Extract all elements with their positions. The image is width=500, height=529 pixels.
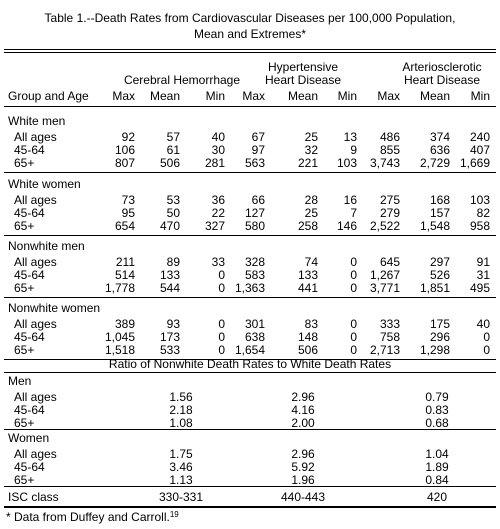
table-cell: 0 [218, 317, 225, 331]
table-cell: 407 [469, 143, 490, 157]
table-cell: 173 [159, 330, 180, 344]
table-cell: 544 [159, 281, 180, 295]
row-label: All ages [14, 447, 57, 461]
subcolumn-header: Max [377, 89, 400, 103]
table-cell: 807 [114, 156, 135, 170]
section-title: White men [8, 114, 66, 128]
table-cell: 16 [343, 193, 357, 207]
table-cell: 133 [159, 268, 180, 282]
table-cell: 333 [379, 317, 400, 331]
table-cell: 106 [114, 143, 135, 157]
ratio-cell: 2.00 [291, 416, 315, 430]
table-cell: 1,851 [419, 281, 450, 295]
subcolumn-header: Max [242, 89, 265, 103]
table-cell: 506 [159, 156, 180, 170]
ratio-cell: 1.75 [169, 447, 193, 461]
table-cell: 583 [244, 268, 265, 282]
subcolumn-header: Min [205, 89, 225, 103]
table-cell: 103 [469, 193, 490, 207]
table-cell: 148 [297, 330, 318, 344]
ratio-cell: 2.96 [291, 390, 315, 404]
table-cell: 0 [483, 330, 490, 344]
table-cell: 133 [297, 268, 318, 282]
row-label: 65+ [14, 343, 35, 357]
row-label: 45-64 [14, 143, 45, 157]
title-line-2: Mean and Extremes* [193, 27, 307, 41]
isc-cell: 420 [426, 490, 448, 504]
table-cell: 533 [159, 343, 180, 357]
table-cell: 7 [350, 206, 357, 220]
table-cell: 1,267 [369, 268, 400, 282]
table-cell: 240 [469, 130, 490, 144]
ratio-cell: 1.56 [169, 390, 193, 404]
footnote [6, 510, 179, 526]
table-cell: 645 [379, 255, 400, 269]
table-cell: 211 [115, 255, 135, 269]
row-label: 65+ [14, 473, 35, 487]
table-cell: 22 [211, 206, 225, 220]
table-cell: 327 [204, 219, 225, 233]
subcolumn-header: Mean [287, 89, 318, 103]
table-cell: 514 [114, 268, 135, 282]
row-label: 45-64 [14, 206, 45, 220]
rule-top [4, 49, 496, 50]
table-cell: 0 [350, 317, 357, 331]
isc-label: ISC class [8, 490, 59, 504]
column-group-header: Arteriosclerotic [402, 60, 482, 74]
table-cell: 855 [379, 143, 400, 157]
table-cell: 389 [114, 317, 135, 331]
ratio-cell: 2.96 [291, 447, 315, 461]
column-group-header: Heart Disease [264, 73, 342, 87]
table-cell: 91 [476, 255, 490, 269]
section-rule [4, 486, 496, 487]
row-label: All ages [14, 193, 57, 207]
table-cell: 0 [350, 343, 357, 357]
ratio-cell: 0.79 [425, 390, 449, 404]
row-label: 45-64 [14, 330, 45, 344]
table-cell: 1,669 [459, 156, 490, 170]
table-cell: 33 [211, 255, 225, 269]
table-cell: 0 [218, 281, 225, 295]
section-rule [4, 235, 496, 236]
table-cell: 328 [244, 255, 265, 269]
table-cell: 1,548 [419, 219, 450, 233]
subcolumn-header: Min [470, 89, 490, 103]
table-cell: 958 [469, 219, 490, 233]
section-title: White women [8, 177, 81, 191]
section-rule [4, 297, 496, 298]
table-cell: 103 [336, 156, 357, 170]
table-cell: 13 [343, 130, 357, 144]
ratio-cell: 4.16 [291, 403, 315, 417]
table-cell: 0 [218, 343, 225, 357]
section-title: Nonwhite men [8, 239, 85, 253]
subcolumn-header: Min [337, 89, 357, 103]
table-cell: 25 [304, 130, 318, 144]
table-cell: 0 [218, 330, 225, 344]
section-rule [4, 429, 496, 430]
table-cell: 50 [166, 206, 180, 220]
table-cell: 66 [251, 193, 265, 207]
table-cell: 296 [429, 330, 450, 344]
table-cell: 297 [429, 255, 450, 269]
table-cell: 2,729 [419, 156, 450, 170]
row-label: All ages [14, 317, 57, 331]
footnote-ref: 19 [169, 510, 179, 519]
subcolumn-header: Mean [149, 89, 180, 103]
table-cell: 2,713 [369, 343, 400, 357]
table-cell: 92 [121, 130, 135, 144]
table-cell: 28 [304, 193, 318, 207]
table-cell: 281 [204, 156, 225, 170]
table-cell: 258 [297, 219, 318, 233]
ratio-cell: 1.96 [291, 473, 315, 487]
table-cell: 36 [211, 193, 225, 207]
ratio-cell: 1.89 [425, 460, 449, 474]
table-cell: 301 [244, 317, 265, 331]
table-cell: 0 [350, 281, 357, 295]
table-cell: 53 [166, 193, 180, 207]
ratio-cell: 0.83 [425, 403, 449, 417]
footnote-text: * Data from Duffey and Carroll. [6, 510, 170, 524]
table-cell: 506 [297, 343, 318, 357]
table-cell: 82 [476, 206, 490, 220]
rule-top-double [4, 52, 496, 53]
table-cell: 95 [121, 206, 135, 220]
table-cell: 495 [469, 281, 490, 295]
table-cell: 146 [336, 219, 357, 233]
table-cell: 3,743 [369, 156, 400, 170]
table-cell: 97 [251, 143, 265, 157]
table-cell: 31 [476, 268, 490, 282]
table-cell: 3,771 [369, 281, 400, 295]
table-cell: 1,778 [104, 281, 135, 295]
table-cell: 32 [304, 143, 318, 157]
subcolumn-header: Max [112, 89, 135, 103]
table-cell: 441 [297, 281, 318, 295]
table-cell: 1,518 [104, 343, 135, 357]
table-cell: 0 [350, 268, 357, 282]
table-cell: 636 [429, 143, 450, 157]
table-cell: 221 [297, 156, 318, 170]
table-cell: 486 [379, 130, 400, 144]
table-cell: 73 [121, 193, 135, 207]
table-cell: 89 [166, 255, 180, 269]
isc-cell: 330-331 [158, 490, 204, 504]
row-label: 45-64 [14, 460, 45, 474]
rule-bottom [4, 506, 496, 508]
ratio-cell: 1.13 [169, 473, 193, 487]
row-label: 45-64 [14, 403, 45, 417]
row-label: 65+ [14, 219, 35, 233]
table-cell: 638 [244, 330, 265, 344]
ratio-cell: 0.68 [425, 416, 449, 430]
title-line-1: Table 1.--Death Rates from Cardiovascular Diseases per 100,000 Population, [44, 11, 456, 25]
table-cell: 83 [304, 317, 318, 331]
table-cell: 580 [244, 219, 265, 233]
column-group-header: Heart Disease [403, 73, 481, 87]
rule-ratio [4, 372, 496, 373]
table-cell: 25 [304, 206, 318, 220]
row-label: 65+ [14, 281, 35, 295]
table-cell: 374 [429, 130, 450, 144]
table-cell: 40 [211, 130, 225, 144]
table-cell: 2,522 [369, 219, 400, 233]
ratio-cell: 2.18 [169, 403, 193, 417]
row-label: All ages [14, 390, 57, 404]
table-cell: 175 [429, 317, 450, 331]
table-cell: 61 [166, 143, 180, 157]
table-cell: 9 [350, 143, 357, 157]
section-title: Women [8, 431, 50, 445]
row-label: All ages [14, 130, 57, 144]
ratio-title: Ratio of Nonwhite Death Rates to White Death Rates [108, 357, 392, 371]
isc-cell: 440-443 [280, 490, 326, 504]
table-cell: 127 [244, 206, 265, 220]
row-header-label: Group and Age [8, 89, 89, 103]
row-label: All ages [14, 255, 57, 269]
table-cell: 0 [483, 343, 490, 357]
table-cell: 0 [350, 255, 357, 269]
ratio-cell: 3.46 [169, 460, 193, 474]
table-cell: 1,045 [104, 330, 135, 344]
ratio-cell: 1.08 [169, 416, 193, 430]
table-cell: 1,363 [234, 281, 265, 295]
row-label: 65+ [14, 416, 35, 430]
table-cell: 470 [159, 219, 180, 233]
table-cell: 654 [114, 219, 135, 233]
row-label: 65+ [14, 156, 35, 170]
section-title: Men [8, 374, 32, 388]
ratio-cell: 5.92 [291, 460, 315, 474]
table-cell: 0 [350, 330, 357, 344]
table-cell: 0 [218, 268, 225, 282]
table-cell: 57 [166, 130, 180, 144]
table-cell: 1,298 [419, 343, 450, 357]
table-cell: 93 [166, 317, 180, 331]
table-cell: 67 [251, 130, 265, 144]
table-cell: 74 [304, 255, 318, 269]
ratio-cell: 0.84 [425, 473, 449, 487]
column-group-header: Cerebral Hemorrhage [123, 73, 241, 87]
row-label: 45-64 [14, 268, 45, 282]
table-cell: 30 [211, 143, 225, 157]
table-cell: 275 [379, 193, 400, 207]
ratio-cell: 1.04 [425, 447, 449, 461]
table-cell: 758 [379, 330, 400, 344]
table-cell: 1,654 [234, 343, 265, 357]
column-group-header: Hypertensive [267, 60, 339, 74]
table-cell: 157 [429, 206, 450, 220]
table-cell: 563 [244, 156, 265, 170]
table-cell: 40 [476, 317, 490, 331]
subcolumn-header: Mean [419, 89, 450, 103]
rule-header [4, 106, 496, 107]
section-title: Nonwhite women [8, 301, 101, 315]
table-cell: 526 [429, 268, 450, 282]
table-cell: 279 [379, 206, 400, 220]
section-rule [4, 172, 496, 173]
table-cell: 168 [429, 193, 450, 207]
